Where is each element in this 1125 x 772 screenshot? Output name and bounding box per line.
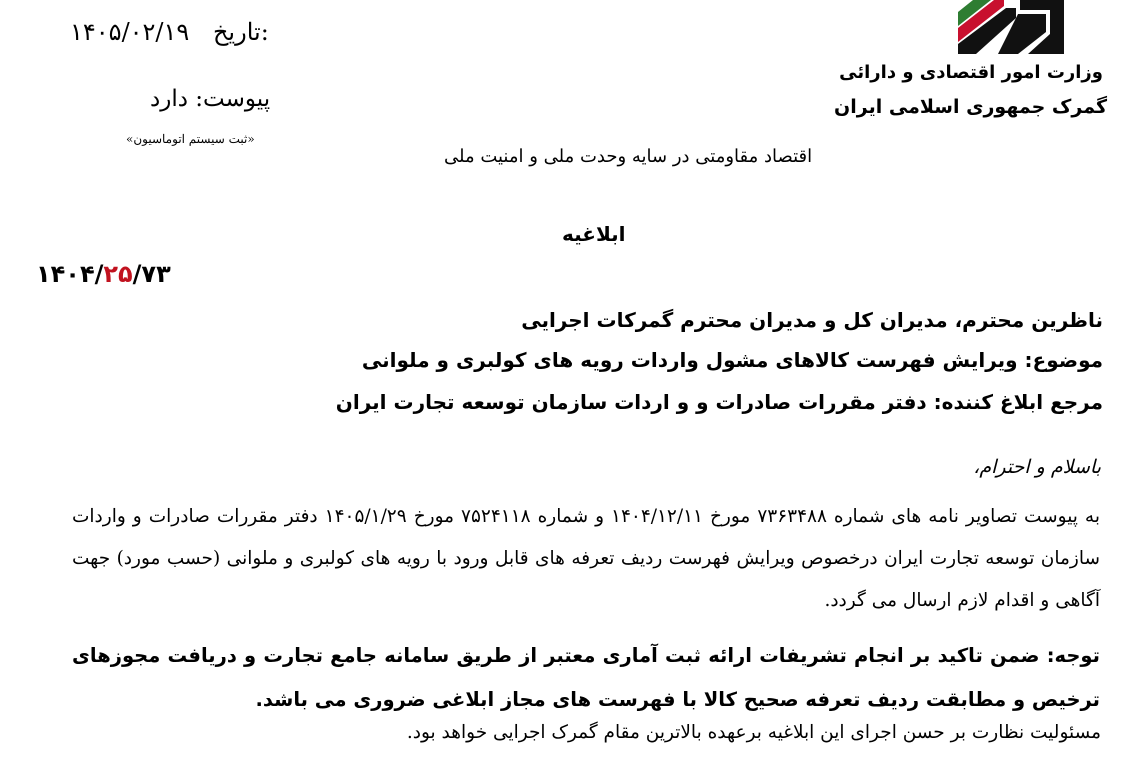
ministry-name: وزارت امور اقتصادی و دارائی xyxy=(839,62,1103,83)
note-paragraph: توجه: ضمن تاکید بر انجام تشریفات ارائه ثبت آماری معتبر از طریق سامانه جامع تجارت و دریافت مجوزهای ترخیص و مطابقت ردیف تعرفه صحیح کالا با فهرست های مجاز ابلاغی ضروری می باشد. xyxy=(72,644,1100,711)
body-paragraph: به پیوست تصاویر نامه های شماره ۷۳۶۳۴۸۸ مورخ ۱۴۰۴/۱۲/۱۱ و شماره ۷۵۲۴۱۱۸ مورخ ۱۴۰۵/۱/۲۹ دفتر مقررات صادرات و واردات سازمان توسعه تجارت ایران درخصوص ویرایش فهرست ردیف تعرفه های قابل ورود با رویه های کولبری و ملوانی (حسب مورد) جهت آگاهی و اقدام لازم ارسال می گردد. xyxy=(72,506,1101,611)
letter-number-part3: /۷۳ xyxy=(132,260,171,288)
automation-note: «ثبت سیستم اتوماسیون» xyxy=(126,132,255,146)
slogan: اقتصاد مقاومتی در سایه وحدت ملی و امنیت ملی xyxy=(444,146,813,167)
customs-name: گمرک جمهوری اسلامی ایران xyxy=(834,96,1107,118)
recipients-line: ناظرین محترم، مدیران کل و مدیران محترم گمرکات اجرایی xyxy=(521,308,1103,332)
letter-number-highlight: ۲۵ xyxy=(103,260,133,288)
subject-line: موضوع: ویرایش فهرست کالاهای مشول واردات رویه های کولبری و ملوانی xyxy=(361,348,1103,372)
document-title: ابلاغیه xyxy=(562,222,626,246)
date-value: ۱۴۰۵/۰۲/۱۹ xyxy=(70,18,190,46)
responsibility-line: مسئولیت نظارت بر حسن اجرای این ابلاغیه برعهده بالاترین مقام گمرک اجرایی خواهد بود. xyxy=(406,722,1101,743)
greeting: باسلام و احترام، xyxy=(973,456,1101,478)
iran-customs-logo xyxy=(958,0,1064,54)
date-label: تاریخ: xyxy=(212,18,269,46)
reference-line: مرجع ابلاغ کننده: دفتر مقررات صادرات و و اردات سازمان توسعه تجارت ایران xyxy=(335,390,1103,414)
letter-number-part1: ۱۴۰۴/ xyxy=(36,260,104,288)
date-row xyxy=(70,18,269,46)
letter-number xyxy=(36,260,171,288)
attachment-label: پیوست: دارد xyxy=(150,86,271,112)
